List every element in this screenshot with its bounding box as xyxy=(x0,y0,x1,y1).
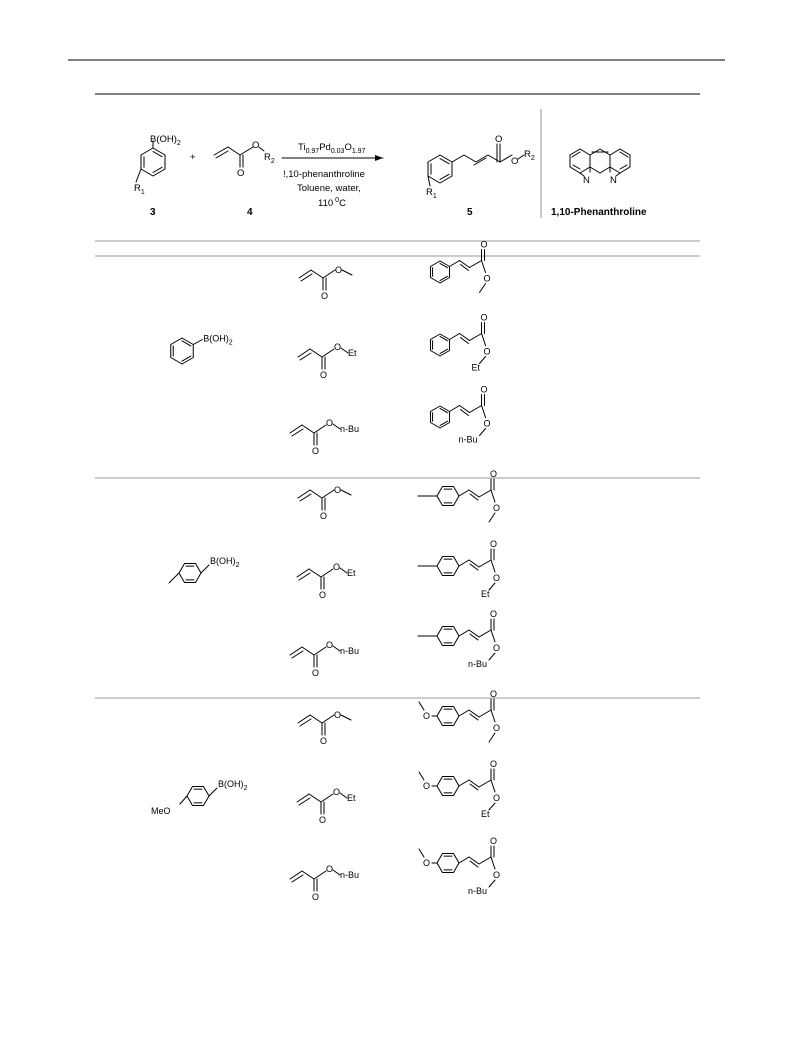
table-row xyxy=(169,469,500,678)
product-r1-label: $R_1$ xyxy=(426,187,437,200)
product-ester-o: O xyxy=(493,793,501,803)
acrylate-ester-structure xyxy=(297,787,356,825)
ester-o: O xyxy=(334,342,342,352)
boronic-label: $B(OH)_2$ xyxy=(218,779,248,792)
label-compound-3: 3 xyxy=(150,207,156,218)
product-carbonyl-o: O xyxy=(480,384,488,395)
product-alkyl-label: Et xyxy=(481,809,490,819)
ester-carbonyl-o: O xyxy=(320,370,328,380)
scheme-acrylate xyxy=(214,140,275,179)
scheme-boronic-label: $B(OH)_2$ xyxy=(150,134,181,147)
phen-n-left: N xyxy=(583,175,590,186)
product-ester-o: O xyxy=(493,643,501,653)
catalyst-formula: $Ti_{0.97}Pd_{0.03}O_{1.97}$ xyxy=(298,142,366,155)
arylboronic-acid-structure xyxy=(169,556,240,583)
ester-carbonyl-o: O xyxy=(320,736,328,746)
scheme-r1-label: $R_1$ xyxy=(134,183,145,196)
ester-o: O xyxy=(326,640,334,650)
solvent-text: Toluene, water, xyxy=(297,183,361,194)
cinnamate-product-structure xyxy=(430,240,490,293)
ester-alkyl-label: Et xyxy=(347,793,356,803)
product-alkyl-label: Et xyxy=(471,362,481,373)
cinnamate-product-structure xyxy=(418,539,500,599)
product-ester-o: O xyxy=(511,156,519,167)
ester-carbonyl-o: O xyxy=(312,446,320,456)
product-ester-o: O xyxy=(493,573,501,583)
ester-carbonyl-o: O xyxy=(319,590,327,600)
cinnamate-product-structure xyxy=(419,689,500,742)
ester-carbonyl-o: O xyxy=(312,668,320,678)
ester-o: O xyxy=(335,265,343,275)
product-alkyl-label: n-Bu xyxy=(468,659,488,669)
product-ester-o: O xyxy=(493,870,501,880)
ester-alkyl-label: n-Bu xyxy=(340,870,360,880)
product-carbonyl-o: O xyxy=(490,539,498,549)
phen-n-right: N xyxy=(610,175,617,186)
acrylate-ester-structure xyxy=(290,640,359,678)
boronic-label: $B(OH)_2$ xyxy=(203,333,233,347)
product-carbonyl-o: O xyxy=(490,759,498,769)
arylboronic-acid-structure xyxy=(151,779,248,816)
ligand-text: !,10-phenanthroline xyxy=(283,169,365,180)
product-carbonyl-o: O xyxy=(495,134,503,145)
cinnamate-product-structure xyxy=(418,609,500,669)
cinnamate-product-structure xyxy=(430,313,490,373)
acrylate-ester-structure xyxy=(298,710,351,746)
methoxy-o: O xyxy=(423,858,431,868)
ester-o: O xyxy=(326,864,334,874)
label-compound-4: 4 xyxy=(247,207,253,218)
cinnamate-product-structure xyxy=(418,469,500,522)
ester-alkyl-label: Et xyxy=(348,348,357,358)
product-carbonyl-o: O xyxy=(490,836,498,846)
ester-o: O xyxy=(333,787,341,797)
boronic-label: $B(OH)_2$ xyxy=(210,556,240,569)
product-ester-o: O xyxy=(483,273,491,284)
product-r2-label: $R_2$ xyxy=(524,149,535,162)
acrylate-ester-structure xyxy=(298,485,351,521)
product-carbonyl-o: O xyxy=(490,469,498,479)
cinnamate-product-structure xyxy=(419,759,500,819)
acrylate-ester-structure xyxy=(298,342,357,380)
product-carbonyl-o: O xyxy=(490,609,498,619)
product-carbonyl-o: O xyxy=(480,239,488,250)
cinnamate-product-structure xyxy=(430,385,490,445)
ester-carbonyl-o: O xyxy=(320,511,328,521)
acrylate-ester-structure xyxy=(290,418,359,456)
scheme-conditions xyxy=(282,142,383,209)
ester-alkyl-label: Et xyxy=(347,568,356,578)
scheme-r2-label: $R_2$ xyxy=(264,152,275,165)
temperature-text: 110 $^0$C xyxy=(318,197,346,209)
ester-alkyl-label: n-Bu xyxy=(340,646,360,656)
ester-o: O xyxy=(334,710,342,720)
ester-o: O xyxy=(326,418,334,428)
acrylate-ester-structure xyxy=(290,864,359,902)
product-carbonyl-o: O xyxy=(490,689,498,699)
ester-carbonyl-o: O xyxy=(321,291,329,301)
methoxy-label: MeO xyxy=(151,806,171,816)
label-compound-5: 5 xyxy=(467,207,473,218)
ester-carbonyl-o: O xyxy=(319,815,327,825)
table-row xyxy=(151,689,500,902)
phenanthroline-caption: 1,10-Phenanthroline xyxy=(551,207,647,218)
cinnamate-product-structure xyxy=(419,836,500,896)
phenanthroline-structure xyxy=(570,149,630,186)
product-carbonyl-o: O xyxy=(480,312,488,323)
product-ester-o: O xyxy=(493,723,501,733)
product-alkyl-label: Et xyxy=(481,589,490,599)
product-ester-o: O xyxy=(483,418,491,429)
scheme-plus: + xyxy=(190,152,196,163)
scheme-ester-o: O xyxy=(252,140,260,151)
ester-o: O xyxy=(334,485,342,495)
product-alkyl-label: n-Bu xyxy=(468,886,488,896)
scheme-arylboronic-acid xyxy=(134,134,181,196)
ester-o: O xyxy=(333,562,341,572)
product-ester-o: O xyxy=(493,503,501,513)
arylboronic-acid-structure xyxy=(171,334,233,365)
acrylate-ester-structure xyxy=(299,265,352,301)
acrylate-ester-structure xyxy=(297,562,356,600)
ester-carbonyl-o: O xyxy=(312,892,320,902)
methoxy-o: O xyxy=(423,781,431,791)
substrate-table xyxy=(151,240,500,903)
product-alkyl-label: n-Bu xyxy=(458,434,478,445)
ester-alkyl-label: n-Bu xyxy=(340,424,360,434)
table-row xyxy=(171,240,491,457)
methoxy-o: O xyxy=(423,711,431,721)
scheme-cinnamate-product xyxy=(426,134,535,200)
product-ester-o: O xyxy=(483,346,491,357)
scheme-carbonyl-o: O xyxy=(237,168,245,179)
